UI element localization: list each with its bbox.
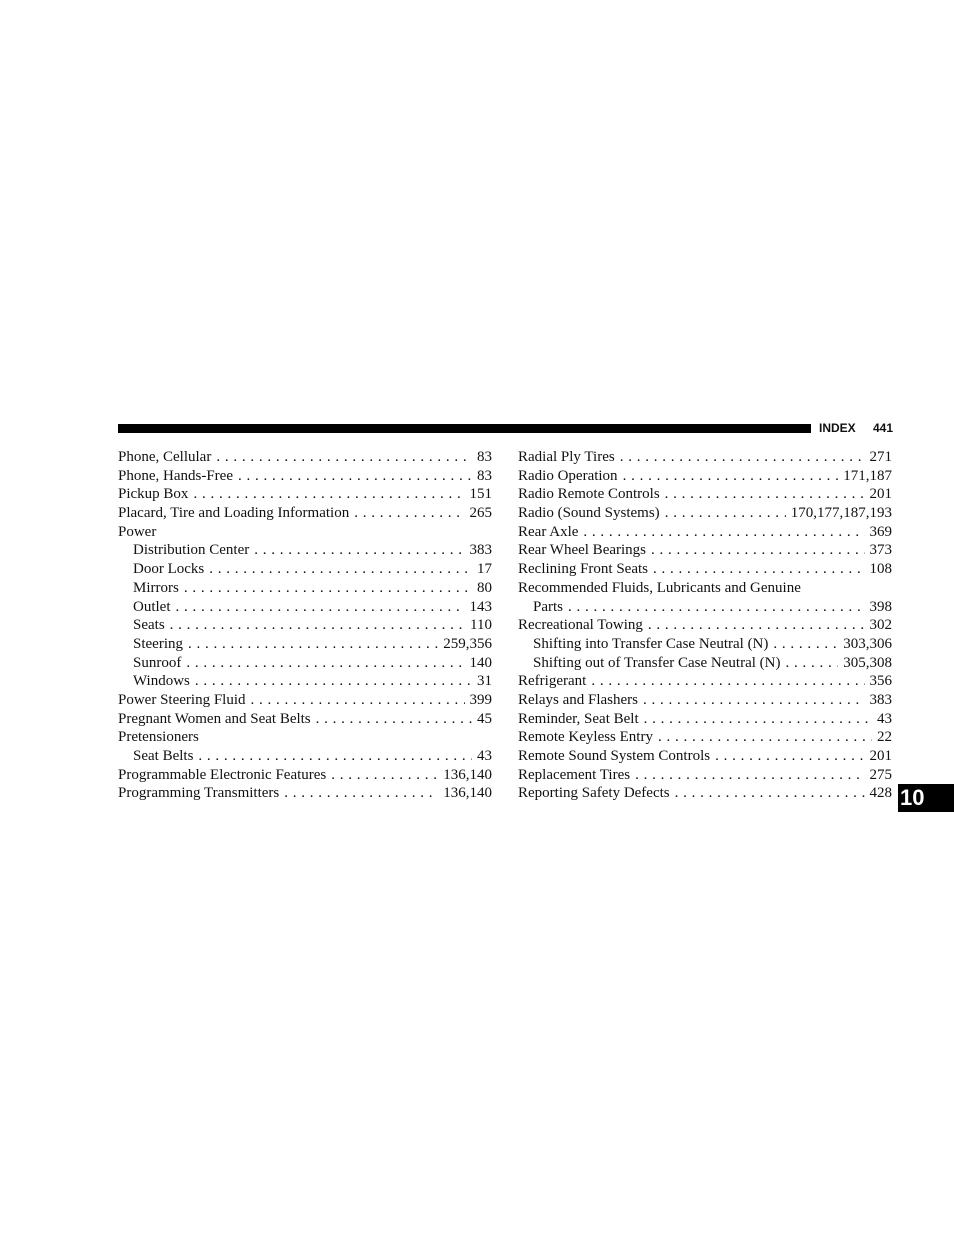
page-number: 441 (872, 421, 893, 435)
index-page-ref[interactable]: 108 (869, 561, 892, 578)
index-page-ref[interactable]: 369 (869, 523, 892, 540)
index-term: Recreational Towing (518, 617, 643, 634)
index-term: Rear Axle (518, 523, 579, 540)
index-entry (518, 579, 892, 598)
index-term: Shifting into Transfer Case Neutral (N) (533, 635, 769, 652)
chapter-tab[interactable]: 10 (898, 784, 954, 812)
dot-leader (665, 504, 786, 523)
header-rule (118, 424, 811, 433)
index-page-ref[interactable]: 303,306 (843, 635, 892, 652)
index-page-ref[interactable]: 356 (869, 673, 892, 690)
running-header (819, 420, 893, 436)
index-page-ref[interactable]: 201 (869, 748, 892, 764)
index-entry (518, 747, 892, 766)
index-term: Seats (133, 617, 165, 634)
index-entry (518, 672, 892, 691)
dot-leader (620, 448, 865, 467)
index-entry (118, 448, 492, 467)
index-entry (118, 766, 492, 785)
dot-leader (209, 560, 472, 579)
index-entry (118, 541, 492, 560)
index-entry (118, 728, 492, 747)
index-page-ref[interactable]: 143 (469, 598, 492, 615)
index-entry (518, 560, 892, 579)
index-page-ref[interactable]: 428 (869, 785, 892, 802)
index-entry (518, 541, 892, 560)
index-page-ref[interactable]: 110 (470, 617, 492, 634)
index-column-right (518, 448, 892, 803)
index-term: Reminder, Seat Belt (518, 710, 639, 727)
section-title: INDEX (819, 421, 856, 435)
dot-leader (591, 672, 864, 691)
index-term: Reporting Safety Defects (518, 785, 670, 802)
index-term: Steering (133, 635, 183, 652)
dot-leader (186, 654, 464, 673)
dot-leader (583, 523, 864, 542)
dot-leader (198, 747, 472, 766)
dot-leader (170, 616, 465, 635)
dot-leader (254, 541, 464, 560)
dot-leader (216, 448, 472, 467)
index-entry (118, 579, 492, 598)
index-page-ref[interactable]: 383 (469, 542, 492, 559)
index-page-ref[interactable]: 305,308 (843, 654, 892, 671)
index-term: Remote Keyless Entry (518, 729, 653, 746)
index-page-ref[interactable]: 171,187 (843, 467, 892, 484)
dot-leader (658, 728, 872, 747)
index-term: Power (118, 523, 157, 540)
index-term: Radio Remote Controls (518, 486, 660, 503)
index-entry (118, 635, 492, 654)
index-term: Distribution Center (133, 542, 250, 559)
index-entry (118, 560, 492, 579)
index-page-ref[interactable]: 383 (869, 691, 892, 708)
dot-leader (635, 766, 864, 785)
index-term: Radio Operation (518, 467, 618, 484)
index-term: Refrigerant (518, 673, 587, 690)
index-entry (518, 485, 892, 504)
index-entry (118, 598, 492, 617)
dot-leader (643, 691, 865, 710)
index-entry (518, 728, 892, 747)
dot-leader (284, 784, 438, 803)
index-entry (518, 710, 892, 729)
index-entry (118, 672, 492, 691)
index-page-ref[interactable]: 373 (869, 542, 892, 559)
index-entry (518, 448, 892, 467)
index-term: Replacement Tires (518, 766, 631, 783)
dot-leader (331, 766, 438, 785)
index-term: Radial Ply Tires (518, 449, 615, 465)
index-page-ref[interactable]: 265 (469, 505, 492, 522)
index-page-ref[interactable]: 170,177,187,193 (790, 505, 892, 522)
index-page-ref[interactable]: 45 (477, 710, 492, 727)
dot-leader (644, 710, 872, 729)
index-page-ref[interactable]: 259,356 (443, 635, 492, 652)
dot-leader (184, 579, 472, 598)
index-entry (118, 523, 492, 542)
index-term: Outlet (133, 598, 171, 615)
dot-leader (665, 485, 865, 504)
index-term: Seat Belts (133, 748, 194, 764)
index-term: Windows (133, 673, 190, 690)
index-term: Sunroof (133, 654, 182, 671)
index-term: Placard, Tire and Loading Information (118, 505, 350, 522)
index-term: Pregnant Women and Seat Belts (118, 710, 311, 727)
index-page-ref[interactable]: 151 (469, 486, 492, 503)
index-entry (518, 635, 892, 654)
index-entry (118, 654, 492, 673)
index-page-ref[interactable]: 398 (869, 598, 892, 615)
index-entry (518, 523, 892, 542)
index-entry (118, 616, 492, 635)
index-term: Relays and Flashers (518, 691, 638, 708)
index-page-ref[interactable]: 43 (877, 710, 892, 727)
dot-leader (251, 691, 465, 710)
index-page-ref[interactable]: 83 (477, 467, 492, 484)
index-term: Mirrors (133, 579, 179, 596)
dot-leader (785, 654, 838, 673)
dot-leader (238, 467, 472, 486)
dot-leader (354, 504, 464, 523)
index-term: Rear Wheel Bearings (518, 542, 647, 559)
index-page-ref[interactable]: 80 (477, 579, 492, 596)
index-term: Power Steering Fluid (118, 691, 246, 708)
index-page-ref[interactable]: 271 (869, 449, 892, 465)
index-entry (118, 485, 492, 504)
index-entry (518, 504, 892, 523)
index-term: Pickup Box (118, 486, 189, 503)
index-term: Radio (Sound Systems) (518, 505, 660, 522)
index-page-ref[interactable]: 136,140 (443, 766, 492, 783)
index-column-left (118, 448, 492, 803)
dot-leader (176, 598, 465, 617)
index-term: Phone, Cellular (118, 449, 212, 465)
dot-leader (316, 710, 472, 729)
index-entry (518, 766, 892, 785)
index-page-ref[interactable]: 140 (469, 654, 492, 671)
dot-leader (193, 485, 464, 504)
index-term: Parts (533, 598, 563, 615)
index-entry (518, 467, 892, 486)
index-term: Door Locks (133, 561, 205, 578)
index-entry (518, 654, 892, 673)
dot-leader (195, 672, 472, 691)
index-entry (518, 598, 892, 617)
dot-leader (773, 635, 838, 654)
index-page-ref[interactable]: 22 (877, 729, 892, 746)
index-page-ref[interactable]: 201 (869, 486, 892, 503)
dot-leader (623, 467, 839, 486)
dot-leader (675, 784, 865, 803)
index-entry (518, 784, 892, 803)
dot-leader (568, 598, 865, 617)
index-page-ref[interactable]: 302 (869, 617, 892, 634)
index-term: Pretensioners (118, 729, 199, 746)
index-term: Recommended Fluids, Lubricants and Genuine (518, 579, 801, 596)
index-page-ref[interactable]: 275 (869, 766, 892, 783)
index-page-ref[interactable]: 136,140 (443, 785, 492, 802)
index-term: Programming Transmitters (118, 785, 280, 802)
index-entry (118, 504, 492, 523)
index-entry (518, 691, 892, 710)
index-page-ref[interactable]: 17 (477, 561, 492, 578)
index-page-ref[interactable]: 83 (477, 449, 492, 465)
index-term: Programmable Electronic Features (118, 766, 327, 783)
index-term: Remote Sound System Controls (518, 748, 711, 764)
index-term: Reclining Front Seats (518, 561, 648, 578)
index-entry (118, 467, 492, 486)
index-page-ref[interactable]: 31 (477, 673, 492, 690)
dot-leader (715, 747, 864, 766)
index-entry (118, 710, 492, 729)
dot-leader (188, 635, 438, 654)
index-term: Phone, Hands-Free (118, 467, 233, 484)
index-entry (118, 691, 492, 710)
index-entry (118, 747, 492, 766)
index-page-ref[interactable]: 43 (477, 748, 492, 764)
dot-leader (648, 616, 865, 635)
dot-leader (653, 560, 865, 579)
index-entry (118, 784, 492, 803)
index-entry (518, 616, 892, 635)
index-term: Shifting out of Transfer Case Neutral (N) (533, 654, 781, 671)
index-page-ref[interactable]: 399 (469, 691, 492, 708)
dot-leader (651, 541, 864, 560)
